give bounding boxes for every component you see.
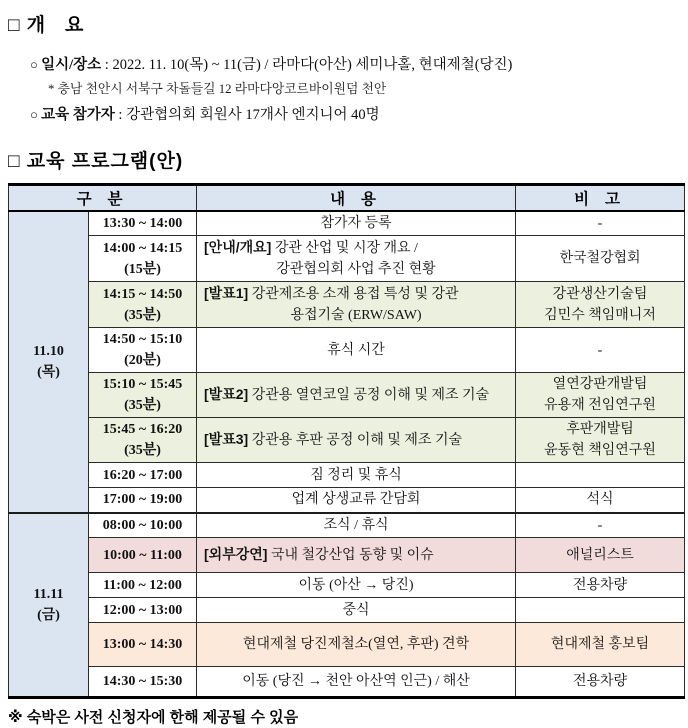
time-range: 15:10 ~ 15:45 (102, 377, 183, 392)
schedule-row (9, 463, 685, 488)
remark-text-2: 유용재 전임연구원 (544, 398, 656, 413)
time-cell (89, 538, 197, 573)
remark-text-2: 김민수 책임매니저 (544, 307, 656, 323)
column-header-category: 구 분 (9, 185, 197, 211)
time-cell (89, 513, 197, 538)
content-line (199, 544, 513, 566)
content-line (199, 283, 513, 305)
content-cell (197, 488, 516, 513)
content-tag: [안내/개요] (204, 239, 272, 255)
duration-label: (20분) (124, 353, 161, 368)
duration-label: (15분) (124, 261, 161, 277)
content-line (199, 634, 513, 655)
weekday-label: (목) (37, 364, 60, 380)
content-cell (197, 373, 516, 418)
remark-cell (516, 418, 685, 463)
content-line (199, 489, 513, 510)
time-cell (89, 373, 197, 418)
content-cell (197, 463, 516, 488)
remark-text: 애널리스트 (566, 547, 634, 563)
content-cell (197, 236, 516, 282)
content-tag: [발표2] (204, 386, 249, 402)
remark-cell (516, 667, 685, 698)
content-cell (197, 667, 516, 698)
schedule-row (9, 236, 685, 282)
schedule-row (9, 328, 685, 373)
remark-text: 현대제철 홍보팀 (550, 637, 650, 652)
remark-text-2: 윤동현 책임연구원 (544, 443, 656, 458)
remark-text: 열연강판개발팀 (552, 377, 648, 392)
content-text: 짐 정리 및 휴식 (310, 467, 402, 483)
separator: : (114, 107, 127, 123)
content-cell (197, 418, 516, 463)
schedule-row (9, 513, 685, 538)
time-cell (89, 211, 197, 236)
schedule-row (9, 418, 685, 463)
content-text: 이동 (아산 → 당진) (298, 577, 414, 593)
date-cell (9, 211, 89, 513)
time-range: 16:20 ~ 17:00 (102, 467, 183, 483)
date-location-line (30, 53, 682, 74)
circle-bullet-icon: ○ (30, 57, 42, 72)
participants-line (30, 103, 682, 124)
content-line (199, 340, 513, 361)
participants-value: 강관협의회 회원사 17개사 엔지니어 40명 (126, 107, 380, 123)
content-cell (197, 538, 516, 573)
content-tag: [외부강연] (204, 546, 268, 562)
schedule-row (9, 667, 685, 698)
content-text: 강관용 후판 공정 이해 및 제조 기술 (248, 433, 463, 448)
remark-cell (516, 282, 685, 328)
content-line-2: 강관협의회 사업 추진 현황 (276, 262, 436, 277)
content-line (199, 515, 513, 536)
separator: : (101, 57, 113, 73)
content-line (199, 237, 513, 259)
content-cell (197, 211, 516, 236)
table-header-row (9, 185, 685, 211)
remark-text: 전용차량 (572, 577, 628, 593)
program-section-title: □ 교육 프로그램(안) (8, 151, 184, 172)
schedule-row (9, 488, 685, 513)
date-cell (9, 513, 89, 698)
time-cell (89, 282, 197, 328)
content-line (199, 575, 513, 596)
time-cell (89, 418, 197, 463)
time-range: 11:00 ~ 12:00 (103, 577, 182, 593)
content-text: 강관용 열연코일 공정 이해 및 제조 기술 (248, 388, 490, 403)
remark-cell (516, 328, 685, 373)
circle-bullet-icon: ○ (30, 107, 42, 122)
content-line (199, 384, 513, 406)
remark-cell (516, 373, 685, 418)
schedule-body (9, 211, 685, 698)
content-text: 강관 산업 및 시장 개요 / (271, 241, 418, 256)
column-header-content: 내 용 (197, 185, 516, 211)
time-range: 13:00 ~ 14:30 (102, 637, 183, 652)
remark-text: 강관생산기술팀 (552, 286, 648, 302)
content-cell (197, 513, 516, 538)
content-tag: [발표1] (204, 285, 249, 301)
duration-label: (35분) (124, 307, 161, 323)
remark-text: 석식 (586, 492, 614, 508)
remark-cell (516, 463, 685, 488)
time-range: 17:00 ~ 19:00 (102, 492, 183, 508)
content-line (199, 213, 513, 234)
remark-cell (516, 623, 685, 667)
participants-label: 교육 참가자 (41, 107, 115, 123)
remark-text: - (597, 342, 603, 358)
lodging-footnote: ※ 숙박은 사전 신청자에 한해 제공될 수 있음 (8, 709, 299, 726)
content-text: 현대제철 당진제철소(열연, 후판) 견학 (242, 637, 470, 652)
remark-cell (516, 236, 685, 282)
duration-label: (35분) (124, 443, 161, 458)
content-line (199, 671, 513, 692)
remark-text: 한국철강협회 (559, 251, 641, 266)
content-cell (197, 573, 516, 598)
time-range: 13:30 ~ 14:00 (102, 215, 183, 231)
remark-cell (516, 513, 685, 538)
remark-cell (516, 538, 685, 573)
time-cell (89, 328, 197, 373)
remark-cell (516, 211, 685, 236)
remark-cell (516, 598, 685, 623)
time-range: 14:15 ~ 14:50 (102, 286, 183, 302)
content-text: 이동 (당진 → 천안 아산역 인근) / 해산 (242, 674, 470, 689)
content-line (199, 429, 513, 451)
remark-text: - (597, 517, 603, 533)
schedule-row (9, 211, 685, 236)
time-range: 12:00 ~ 13:00 (102, 602, 183, 618)
column-header-remark: 비 고 (516, 185, 685, 211)
content-cell (197, 623, 516, 667)
overview-section-title: □ 개 요 (8, 15, 85, 36)
content-text: 조식 / 휴식 (323, 517, 389, 533)
content-text: 국내 철강산업 동향 및 이슈 (267, 548, 434, 563)
date-location-label: 일시/장소 (41, 57, 102, 73)
time-range: 14:30 ~ 15:30 (102, 674, 183, 689)
time-cell (89, 488, 197, 513)
time-range: 10:00 ~ 11:00 (103, 547, 182, 563)
time-range: 15:45 ~ 16:20 (102, 422, 183, 437)
address-note: * 충남 천안시 서북구 차돌들길 12 라마다앙코르바이원덤 천안 (48, 82, 387, 96)
content-cell (197, 282, 516, 328)
content-text: 중식 (342, 602, 370, 618)
content-text: 참가자 등록 (320, 215, 392, 231)
content-line-2: 용접기술 (ERW/SAW) (290, 308, 422, 323)
content-text: 강관제조용 소재 용접 특성 및 강관 (248, 287, 459, 302)
schedule-row (9, 598, 685, 623)
content-cell (197, 598, 516, 623)
time-cell (89, 667, 197, 698)
remark-text: - (597, 215, 603, 231)
content-text: 휴식 시간 (327, 342, 385, 358)
time-cell (89, 573, 197, 598)
weekday-label: (금) (37, 607, 60, 623)
time-range: 14:00 ~ 14:15 (102, 240, 183, 256)
content-line (199, 465, 513, 486)
date-location-value: 2022. 11. 10(목) ~ 11(금) / 라마다(아산) 세미나홀, 현대제철(당진) (112, 57, 513, 73)
content-cell (197, 328, 516, 373)
time-cell (89, 598, 197, 623)
time-cell (89, 463, 197, 488)
schedule-row (9, 573, 685, 598)
remark-cell (516, 488, 685, 513)
content-tag: [발표3] (204, 431, 249, 447)
schedule-row (9, 282, 685, 328)
time-range: 08:00 ~ 10:00 (102, 517, 183, 533)
time-cell (89, 236, 197, 282)
schedule-row (9, 623, 685, 667)
remark-text: 전용차량 (572, 674, 628, 689)
remark-cell (516, 573, 685, 598)
time-range: 14:50 ~ 15:10 (102, 332, 183, 347)
schedule-table (8, 183, 685, 699)
time-cell (89, 623, 197, 667)
content-text: 업계 상생교류 간담회 (291, 492, 421, 508)
content-line (199, 600, 513, 621)
date-label: 11.10 (33, 343, 64, 359)
remark-text: 후판개발팀 (566, 422, 634, 437)
duration-label: (35분) (124, 398, 161, 413)
date-label: 11.11 (33, 586, 64, 602)
schedule-row (9, 373, 685, 418)
schedule-row (9, 538, 685, 573)
